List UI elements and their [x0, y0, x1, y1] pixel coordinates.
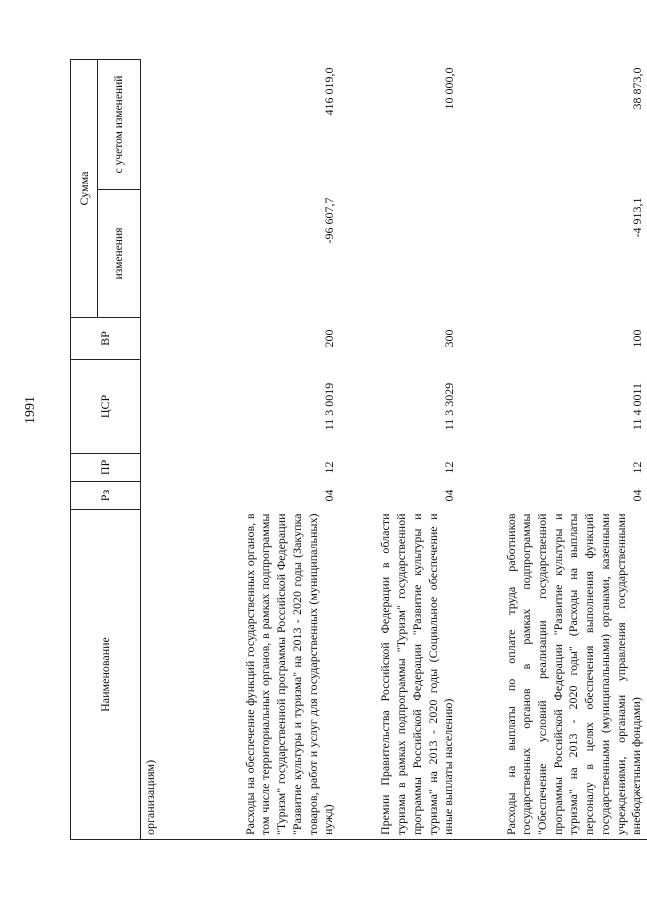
- row-change: -96 607,7: [322, 197, 336, 244]
- header-csr: ЦСР: [71, 360, 141, 454]
- row-vr: 300: [442, 329, 456, 348]
- row-total: 38 873,0: [630, 67, 644, 110]
- row-csr: 11 3 3029: [442, 382, 456, 431]
- header-sum: Сумма: [71, 59, 98, 317]
- row-pr: 12: [322, 461, 336, 474]
- header-pr: ПР: [71, 454, 141, 482]
- header-with-changes: с учетом изменений: [98, 59, 141, 189]
- row-rz: 04: [442, 489, 456, 502]
- table-row: [339, 59, 459, 839]
- page-number: 1991: [23, 396, 38, 424]
- row-change: [339, 190, 459, 318]
- continuation-text: организациям): [141, 510, 162, 840]
- budget-table: [70, 59, 647, 840]
- row-csr: 11 4 0011: [630, 382, 644, 431]
- row-total: 416 019,0: [322, 67, 336, 116]
- row-csr: 11 3 0019: [322, 382, 336, 431]
- row-vr: 200: [322, 329, 336, 348]
- row-name: Премии Правительства Российской Федерации в области туризма в рамках подпрограммы "Туризм" государственной программы Российской Федерации "Развитие культуры и туризма" на 2013 - 2020 годы (Социальное обеспечение и иные выплаты населению): [339, 510, 459, 840]
- row-name: Расходы на обеспечение функций государственных органов, в том числе территориальных органов, в рамках подпрограммы "Туризм" государственной программы Российской Федерации "Развитие культуры и туризма" на 2013 - 2020 годы (Закупка товаров, работ и услуг для государственных (муниципальных) нужд): [161, 510, 339, 840]
- row-rz: 04: [322, 489, 336, 502]
- row-pr: 12: [442, 461, 456, 474]
- row-rz: 04: [630, 489, 644, 502]
- row-pr: 12: [630, 461, 644, 474]
- table-row: [161, 59, 339, 839]
- header-name: Наименование: [71, 510, 141, 840]
- header-rz: Рз: [71, 482, 141, 510]
- header-changes: изменения: [98, 190, 141, 318]
- header-row-1: [71, 59, 98, 839]
- row-change: -4 913,1: [630, 197, 644, 238]
- table-row: [459, 59, 647, 839]
- row-total: 10 000,0: [442, 67, 456, 110]
- row-name: Расходы на выплаты по оплате труда работников государственных органов в рамках подпрограммы "Обеспечение условий реализации государственной программы Российской Федерации "Развитие культуры и туризма" на 2013 - 2020 годы" (Расходы на выплаты персоналу в целях обеспечения выполнения функций государственными (муниципальными) органами, казенными учреждениями, органами управления государственными внебюджетными фондами): [459, 510, 647, 840]
- continuation-row: [141, 59, 162, 839]
- budget-table-sheet: [70, 60, 644, 840]
- header-vr: ВР: [71, 318, 141, 360]
- row-vr: 100: [630, 329, 644, 348]
